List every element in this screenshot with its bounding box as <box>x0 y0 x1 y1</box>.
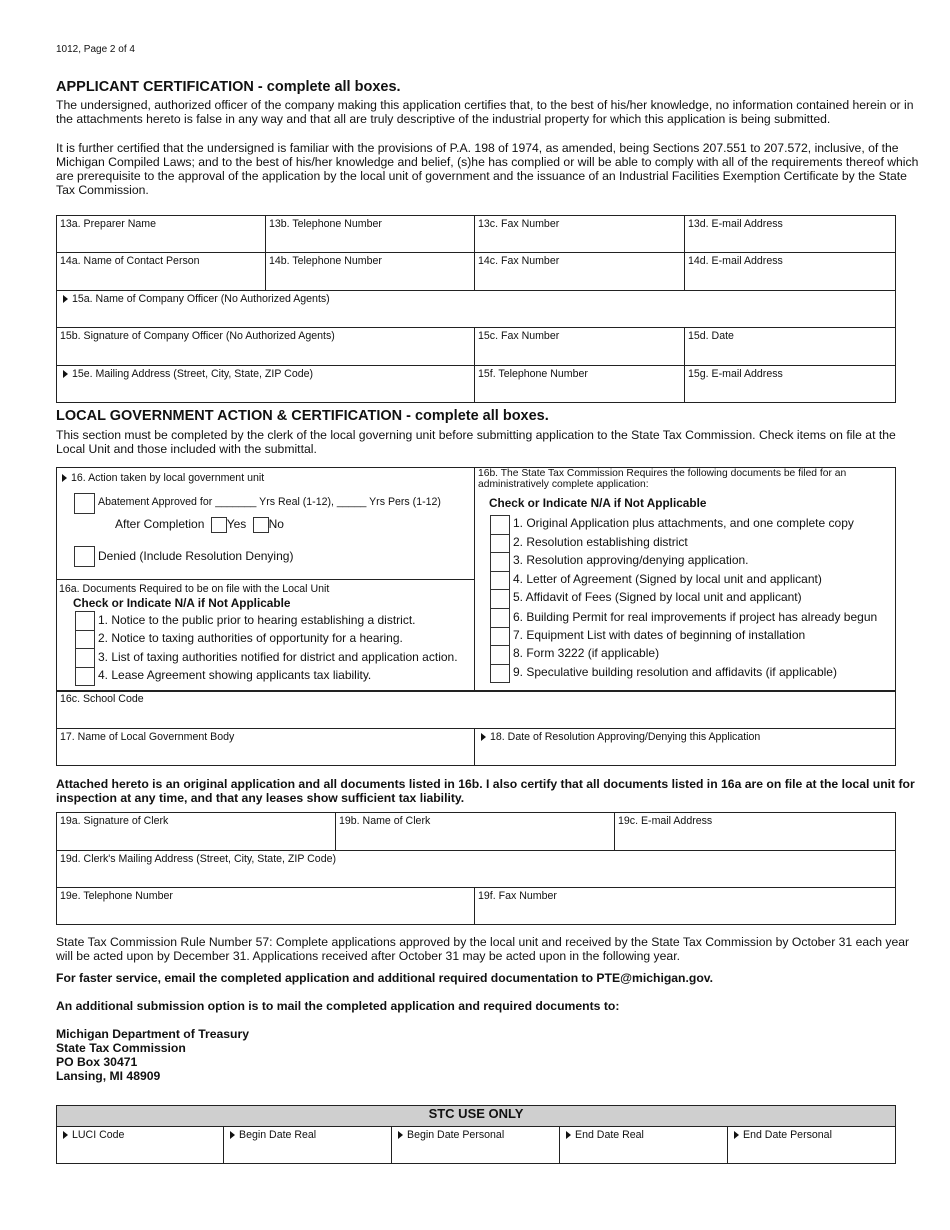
arrow-icon <box>566 1131 571 1139</box>
contact-name-field[interactable] <box>57 253 266 291</box>
after-completion-row <box>115 517 284 533</box>
list-item: 3. List of taxing authorities notified for district and application action. <box>98 650 458 664</box>
label-16a: 16a. Documents Required to be on file with the Local Unit <box>59 583 330 595</box>
begin-date-real-field[interactable] <box>224 1127 392 1164</box>
label-15f: 15f. Telephone Number <box>478 368 588 380</box>
arrow-icon <box>230 1131 235 1139</box>
clerk-mailing-address-field[interactable] <box>57 851 896 888</box>
no-checkbox[interactable] <box>253 517 269 533</box>
list-item: 6. Building Permit for real improvements if project has already begun <box>513 610 878 624</box>
officer-signature-field[interactable] <box>57 328 475 366</box>
clerk-email-field[interactable] <box>615 813 896 851</box>
checkbox-column-16a <box>75 611 95 686</box>
list-item: 1. Original Application plus attachments, and one complete copy <box>513 516 854 530</box>
rule-57-text: State Tax Commission Rule Number 57: Complete applications approved by the local unit and received by the State Tax Commission by October 31 each year will be acted upon by December 31. Applications received after October 31 may be acted upon in the following year. <box>56 935 910 963</box>
yes-label: Yes <box>226 517 247 532</box>
list-item: 3. Resolution approving/denying application. <box>513 553 749 567</box>
officer-date-field[interactable] <box>685 328 896 366</box>
officer-email-field[interactable] <box>685 366 896 403</box>
contact-telephone-field[interactable] <box>266 253 475 291</box>
list-item: 2. Notice to taxing authorities of opportunity for a hearing. <box>98 631 403 645</box>
no-label: No <box>268 517 284 532</box>
label-19e: 19e. Telephone Number <box>60 890 173 902</box>
officer-name-field[interactable] <box>57 291 896 328</box>
label-end-real: End Date Real <box>575 1129 644 1141</box>
clerk-signature-field[interactable] <box>57 813 336 851</box>
label-15d: 15d. Date <box>688 330 734 342</box>
label-15c: 15c. Fax Number <box>478 330 560 342</box>
denied-label: Denied (Include Resolution Denying) <box>98 549 294 563</box>
clerk-table <box>56 812 896 925</box>
label-14b: 14b. Telephone Number <box>269 255 382 267</box>
doc-16a-checkbox[interactable] <box>75 611 95 630</box>
luci-code-field[interactable] <box>57 1127 224 1164</box>
doc-16b-checkbox[interactable] <box>490 664 510 684</box>
arrow-icon <box>63 295 68 303</box>
arrow-icon <box>62 474 67 482</box>
list-item: 9. Speculative building resolution and affidavits (if applicable) <box>513 665 837 679</box>
list-item: 2. Resolution establishing district <box>513 535 688 549</box>
list-item: 4. Lease Agreement showing applicants tax liability. <box>98 668 372 682</box>
arrow-icon <box>63 1131 68 1139</box>
list-item: 7. Equipment List with dates of beginning of installation <box>513 628 806 642</box>
stc-use-only-table <box>56 1105 896 1164</box>
doc-16b-checkbox[interactable] <box>490 571 510 590</box>
clerk-telephone-field[interactable] <box>57 888 475 925</box>
label-16-text: 16. Action taken by local government unit <box>71 472 265 484</box>
applicant-para-2: It is further certified that the undersigned is familiar with the provisions of P.A. 198 of 1974, as amended, being Sections 207.551 to 207.572, inclusive, of the Michigan Compiled Laws; and to the best of his/her knowledge and belief, (s)he has complied or will be able to comply with all of the requirements thereof which are prerequisite to the approval of the application by the local unit of government and the issuance of an Industrial Facilities Exemption Certificate by the State Tax Commission. <box>56 141 919 197</box>
clerk-fax-field[interactable] <box>475 888 896 925</box>
additional-option-text: An additional submission option is to mail the completed application and required documents to: <box>56 999 620 1013</box>
label-19b: 19b. Name of Clerk <box>339 815 431 827</box>
yes-checkbox[interactable] <box>211 517 227 533</box>
list-item: 5. Affidavit of Fees (Signed by local unit and applicant) <box>513 590 802 604</box>
abatement-checkbox[interactable] <box>74 493 95 514</box>
clerk-name-field[interactable] <box>336 813 615 851</box>
preparer-telephone-field[interactable] <box>266 216 475 253</box>
preparer-fax-field[interactable] <box>475 216 685 253</box>
label-end-personal: End Date Personal <box>743 1129 832 1141</box>
applicant-table <box>56 215 896 403</box>
label-13c: 13c. Fax Number <box>478 218 560 230</box>
address-line: PO Box 30471 <box>56 1055 138 1069</box>
doc-16a-checkbox[interactable] <box>75 667 95 687</box>
address-line: State Tax Commission <box>56 1041 186 1055</box>
label-14c: 14c. Fax Number <box>478 255 560 267</box>
local-government-body-field[interactable] <box>57 729 475 766</box>
checkbox-column-16b <box>490 515 510 683</box>
label-13d: 13d. E-mail Address <box>688 218 783 230</box>
abatement-label: Abatement Approved for _______ Yrs Real (1-12), _____ Yrs Pers (1-12) <box>98 496 441 508</box>
label-18: 18. Date of Resolution Approving/Denying this Application <box>490 731 761 743</box>
doc-16b-checkbox[interactable] <box>490 608 510 627</box>
local-bottom-table <box>56 690 896 766</box>
label-15a: 15a. Name of Company Officer (No Authorized Agents) <box>72 293 330 305</box>
preparer-email-field[interactable] <box>685 216 896 253</box>
address-line: Michigan Department of Treasury <box>56 1027 250 1041</box>
label-19c: 19c. E-mail Address <box>618 815 713 827</box>
arrow-icon <box>398 1131 403 1139</box>
after-completion-label: After Completion <box>115 517 205 532</box>
label-13b: 13b. Telephone Number <box>269 218 382 230</box>
list-item: 1. Notice to the public prior to hearing establishing a district. <box>98 613 416 627</box>
doc-16b-checkbox[interactable] <box>490 645 510 664</box>
list-item: 4. Letter of Agreement (Signed by local unit and applicant) <box>513 572 822 586</box>
label-14d: 14d. E-mail Address <box>688 255 783 267</box>
arrow-icon <box>63 370 68 378</box>
check-na-16b: Check or Indicate N/A if Not Applicable <box>489 496 707 510</box>
end-date-real-field[interactable] <box>560 1127 728 1164</box>
label-17: 17. Name of Local Government Body <box>60 731 235 743</box>
address-line: Lansing, MI 48909 <box>56 1069 161 1083</box>
label-19a: 19a. Signature of Clerk <box>60 815 169 827</box>
applicant-title: APPLICANT CERTIFICATION - complete all boxes. <box>56 79 401 95</box>
mailing-address <box>56 1027 249 1083</box>
label-16c: 16c. School Code <box>60 693 144 705</box>
faster-service-text: For faster service, email the completed application and additional required documentation to PTE@michigan.gov. <box>56 971 714 985</box>
doc-16a-checkbox[interactable] <box>75 648 95 667</box>
doc-16b-checkbox[interactable] <box>490 627 510 646</box>
arrow-icon <box>481 733 486 741</box>
contact-fax-field[interactable] <box>475 253 685 291</box>
label-19f: 19f. Fax Number <box>478 890 557 902</box>
label-19d: 19d. Clerk's Mailing Address (Street, City, State, ZIP Code) <box>60 853 337 865</box>
label-luci: LUCI Code <box>72 1129 125 1141</box>
attached-statement: Attached hereto is an original application and all documents listed in 16b. I also certify that all documents listed in 16a are on file at the local unit for inspection at any time, and that any leases show sufficient tax liability. <box>56 777 915 805</box>
officer-mailing-address-field[interactable] <box>57 366 475 403</box>
label-15g: 15g. E-mail Address <box>688 368 783 380</box>
label-13a: 13a. Preparer Name <box>60 218 156 230</box>
label-begin-real: Begin Date Real <box>239 1129 317 1141</box>
applicant-para-1: The undersigned, authorized officer of the company making this application certifies that, to the best of his/her knowledge, no information contained herein or in the attachments hereto is false in any way and that all are truly descriptive of the industrial property for which this application is being submitted. <box>56 98 914 126</box>
school-code-field[interactable] <box>57 691 896 729</box>
divider <box>56 579 475 580</box>
doc-16b-checkbox[interactable] <box>490 589 510 608</box>
preparer-name-field[interactable] <box>57 216 266 253</box>
doc-16a-checkbox[interactable] <box>75 630 95 649</box>
label-14a: 14a. Name of Contact Person <box>60 255 200 267</box>
end-date-personal-field[interactable] <box>728 1127 896 1164</box>
list-item: 8. Form 3222 (if applicable) <box>513 646 660 660</box>
doc-16b-checkbox[interactable] <box>490 552 510 571</box>
stc-title: STC USE ONLY <box>57 1106 896 1127</box>
doc-16b-checkbox[interactable] <box>490 515 510 534</box>
label-16b: 16b. The State Tax Commission Requires the following documents be filed for an administratively complete application: <box>478 468 847 490</box>
label-15e: 15e. Mailing Address (Street, City, State, ZIP Code) <box>72 368 314 380</box>
resolution-date-field[interactable] <box>475 729 896 766</box>
arrow-icon <box>734 1131 739 1139</box>
doc-16b-checkbox[interactable] <box>490 534 510 553</box>
local-para: This section must be completed by the clerk of the local governing unit before submitting application to the State Tax Commission. Check items on file at the Local Unit and those included with the submittal. <box>56 428 896 456</box>
check-na-16a: Check or Indicate N/A if Not Applicable <box>73 596 291 610</box>
label-begin-personal: Begin Date Personal <box>407 1129 505 1141</box>
officer-fax-field[interactable] <box>475 328 685 366</box>
label-16 <box>59 472 264 484</box>
begin-date-personal-field[interactable] <box>392 1127 560 1164</box>
officer-telephone-field[interactable] <box>475 366 685 403</box>
page-header: 1012, Page 2 of 4 <box>56 44 135 55</box>
contact-email-field[interactable] <box>685 253 896 291</box>
local-title: LOCAL GOVERNMENT ACTION & CERTIFICATION - complete all boxes. <box>56 408 549 424</box>
label-15b: 15b. Signature of Company Officer (No Authorized Agents) <box>60 330 335 342</box>
denied-checkbox[interactable] <box>74 546 95 567</box>
